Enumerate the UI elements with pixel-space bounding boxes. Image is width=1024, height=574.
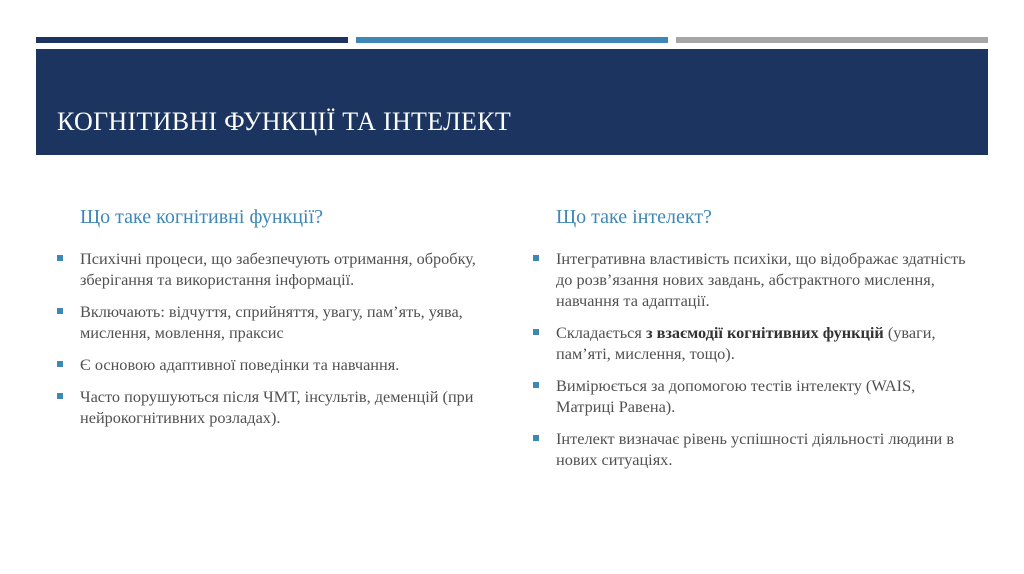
item-text: Є основою адаптивної поведінки та навчання. bbox=[80, 355, 400, 374]
bullet-icon bbox=[57, 255, 63, 261]
bullet-icon bbox=[533, 329, 539, 335]
item-text: Інтелект визначає рівень успішності діяльності людини в нових ситуаціях. bbox=[556, 429, 955, 469]
left-heading: Що таке когнітивні функції? bbox=[80, 206, 324, 228]
bullet-icon bbox=[57, 361, 63, 367]
left-column bbox=[56, 204, 496, 439]
bullet-icon bbox=[533, 435, 539, 441]
slide-title: КОГНІТИВНІ ФУНКЦІЇ ТА ІНТЕЛЕКТ bbox=[57, 107, 512, 136]
list-item bbox=[56, 301, 496, 343]
item-text: Психічні процеси, що забезпечують отримання, обробку, зберігання та використання інформації. bbox=[80, 249, 476, 289]
right-column bbox=[532, 204, 972, 481]
right-bullet-list bbox=[532, 248, 972, 470]
bullet-icon bbox=[533, 382, 539, 388]
item-text: Вимірюється за допомогою тестів інтелекту (WAIS, Матриці Равена). bbox=[556, 376, 916, 416]
bullet-icon bbox=[57, 393, 63, 399]
list-item bbox=[532, 248, 972, 311]
list-item bbox=[532, 428, 972, 470]
bullet-icon bbox=[57, 308, 63, 314]
list-item bbox=[532, 322, 972, 364]
accent-bar-navy bbox=[36, 37, 348, 43]
left-bullet-list bbox=[56, 248, 496, 428]
list-item bbox=[56, 248, 496, 290]
title-banner bbox=[36, 49, 988, 155]
item-text: Складається bbox=[556, 323, 646, 342]
item-text: Інтегративна властивість психіки, що відображає здатність до розв’язання нових завдань, абстрактного мислення, навчання та адаптації. bbox=[556, 249, 966, 310]
bullet-icon bbox=[533, 255, 539, 261]
item-text: Включають: відчуття, сприйняття, увагу, пам’ять, уява, мислення, мовлення, праксис bbox=[80, 302, 463, 342]
accent-bar-gray bbox=[676, 37, 988, 43]
accent-bar-blue bbox=[356, 37, 668, 43]
list-item bbox=[532, 375, 972, 417]
list-item bbox=[56, 354, 496, 375]
list-item bbox=[56, 386, 496, 428]
item-text: (уваги, пам’яті, мислення, тощо). bbox=[556, 323, 936, 363]
item-text: Часто порушуються після ЧМТ, інсультів, деменцій (при нейрокогнітивних розладах). bbox=[80, 387, 474, 427]
item-bold-text: з взаємодії когнітивних функцій bbox=[645, 323, 884, 342]
right-heading: Що таке інтелект? bbox=[556, 206, 712, 228]
